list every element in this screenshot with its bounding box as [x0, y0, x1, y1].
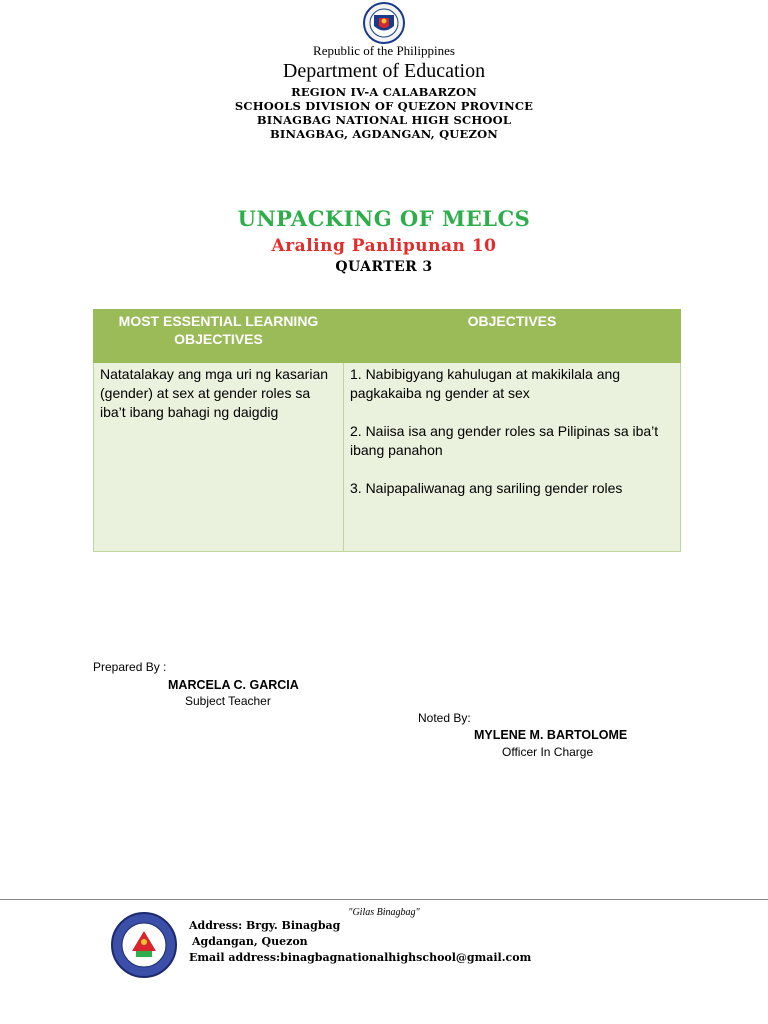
oic-name: MYLENE M. BARTOLOME [474, 728, 628, 742]
footer-address: Address: Brgy. Binagbag [189, 919, 341, 932]
table-row [94, 363, 681, 552]
school-motto: "Gilas Binagbag" [348, 907, 420, 918]
footer-email: Email address:binagbagnationalhighschool@gmail.com [189, 951, 532, 964]
melc-table [93, 309, 681, 552]
teacher-name: MARCELA C. GARCIA [168, 678, 299, 692]
region-line: REGION IV-A CALABARZON [291, 85, 477, 99]
deped-seal-logo [357, 2, 411, 44]
division-line: SCHOOLS DIVISION OF QUEZON PROVINCE [234, 99, 534, 113]
document-title: UNPACKING OF MELCS [237, 206, 531, 231]
noted-by-label: Noted By: [418, 711, 471, 725]
melc-column-header: MOST ESSENTIAL LEARNING OBJECTIVES [94, 310, 344, 363]
objective-item: 2. Naiisa isa ang gender roles sa Pilipinas sa iba’t ibang panahon [350, 423, 659, 458]
table-header-row [94, 310, 681, 363]
melc-cell: Natatalakay ang mga uri ng kasarian (gender) at sex at gender roles sa iba’t ibang bahagi ng daigdig [94, 363, 344, 552]
objectives-cell [344, 363, 681, 552]
subject-title: Araling Panlipunan 10 [271, 236, 497, 256]
school-address-line: BINAGBAG, AGDANGAN, QUEZON [269, 127, 499, 141]
department-name: Department of Education [282, 60, 486, 82]
objective-item: 1. Nabibigyang kahulugan at makikilala ang pagkakaiba ng gender at sex [350, 366, 621, 401]
footer-city: Agdangan, Quezon [192, 935, 308, 948]
quarter-label: QUARTER 3 [335, 259, 433, 275]
school-logo [110, 911, 178, 979]
objectives-column-header: OBJECTIVES [344, 310, 681, 363]
teacher-role: Subject Teacher [185, 694, 271, 708]
school-name-line: BINAGBAG NATIONAL HIGH SCHOOL [256, 113, 512, 127]
oic-role: Officer In Charge [502, 745, 594, 759]
prepared-by-label: Prepared By : [93, 660, 167, 674]
objective-item: 3. Naipapaliwanag ang sariling gender roles [350, 480, 623, 496]
footer-divider [0, 899, 768, 900]
republic-text: Republic of the Philippines [313, 43, 455, 58]
